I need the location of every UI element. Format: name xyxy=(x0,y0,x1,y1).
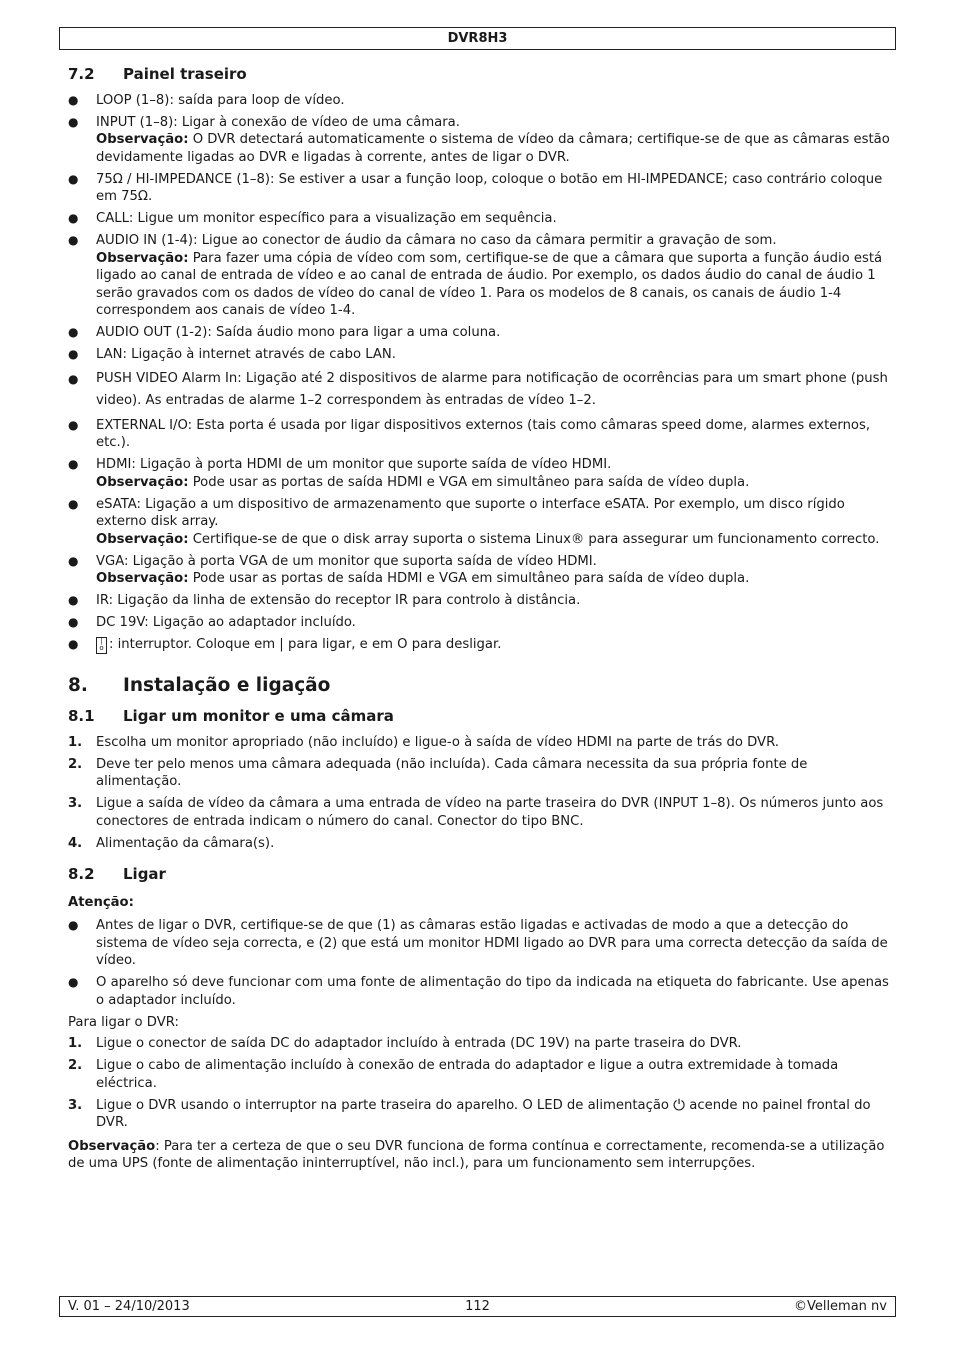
chapter-8-heading: 8. Instalação e ligação xyxy=(68,675,331,696)
list-item: ● Antes de ligar o DVR, certifique-se de que (1) as câmaras estão ligadas e activadas de modo a que a detecção do sistema de vídeo seja correcta, e (2) que está um monitor HDMI ligado ao DVR para uma correcta detecção da saída de vídeo. xyxy=(68,918,888,968)
power-led-icon: ⏻ xyxy=(673,1095,686,1114)
list-item: ● VGA: Ligação à porta VGA de um monitor que suporta saída de vídeo HDMI. Observação: Pode usar as portas de saída HDMI e VGA em simultâneo para saída de vídeo dupla. xyxy=(68,553,750,586)
note-label: Observação: xyxy=(96,531,189,547)
list-item: ● LOOP (1–8): saída para loop de vídeo. xyxy=(68,92,345,108)
footer-brand: ©Velleman nv xyxy=(793,1299,887,1314)
list-item: 2. Deve ter pelo menos uma câmara adequada (não incluída). Cada câmara necessita da sua própria fonte de alimentação. xyxy=(68,756,808,789)
header-title: DVR8H3 xyxy=(447,31,508,46)
attention-list xyxy=(68,917,890,1009)
list-item: ● AUDIO IN (1-4): Ligue ao conector de áudio da câmara no caso da câmara permitir a gravação de som. Observação: Para fazer uma cópia de vídeo com som, certifique-se de que a câmara que suporta a função áudio está ligado ao canal de entrada de vídeo e ao canal de entrada de áudio. Por exemplo, os dados áudio do canal de áudio 1 serão gravados com os dados de vídeo do canal de vídeo 1. Para os modelos de 8 canais, os canais de áudio 1-4 correspondem aos canais de vídeo 1-4. xyxy=(68,233,883,318)
list-item: 3. Ligue o DVR usando o interruptor na parte traseira do aparelho. O LED de alimentação ⏻ acende no painel frontal do DVR. xyxy=(68,1095,871,1130)
rear-panel-list xyxy=(68,92,890,655)
note-label: Observação: xyxy=(96,250,189,266)
section-8-1-heading: 8.1 Ligar um monitor e uma câmara xyxy=(68,707,394,725)
list-item: ● eSATA: Ligação a um dispositivo de armazenamento que suporte o interface eSATA. Por exemplo, um disco rígido externo disk array. Observação: Certifique-se de que o disk array suporta o sistema Linux® para assegurar um funcionamento correcto. xyxy=(68,496,880,547)
footer-version: V. 01 – 24/10/2013 xyxy=(68,1299,190,1314)
power-switch-icon: | o xyxy=(96,637,107,654)
list-item: ● EXTERNAL I/O: Esta porta é usada por ligar dispositivos externos (tais como câmaras speed dome, alarmes externos, etc.). xyxy=(68,417,871,450)
list-item: 1. Escolha um monitor apropriado (não incluído) e ligue-o à saída de vídeo HDMI na parte de trás do DVR. xyxy=(68,734,779,750)
power-intro: Para ligar o DVR: xyxy=(68,1014,179,1030)
section-8-2-heading: 8.2 Ligar xyxy=(68,865,166,883)
list-item: ● AUDIO OUT (1-2): Saída áudio mono para ligar a uma coluna. xyxy=(68,325,501,340)
page-header xyxy=(59,27,896,50)
list-item: ● CALL: Ligue um monitor específico para a visualização em sequência. xyxy=(68,211,557,226)
note-label: Observação: xyxy=(96,571,189,586)
page-content xyxy=(68,66,890,1177)
note-label: Observação xyxy=(68,1138,156,1154)
list-item: ● HDMI: Ligação à porta HDMI de um monitor que suporte saída de vídeo HDMI. Observação: Pode usar as portas de saída HDMI e VGA em simultâneo para saída de vídeo dupla. xyxy=(68,457,750,490)
list-item: ● LAN: Ligação à internet através de cabo LAN. xyxy=(68,347,396,362)
power-steps xyxy=(68,1035,890,1132)
list-item: 4. Alimentação da câmara(s). xyxy=(68,835,275,851)
note-label: Observação: xyxy=(96,474,189,490)
list-item: 3. Ligue a saída de vídeo da câmara a uma entrada de vídeo na parte traseira do DVR (INPUT 1–8). Os números junto aos conectores de entrada indicam o número do canal. Conector do tipo BNC. xyxy=(68,796,884,829)
page-footer xyxy=(59,1296,896,1317)
footer-page-number: 112 xyxy=(465,1299,490,1314)
list-item: ● | o : interruptor. Coloque em | para ligar, e em O para desligar. xyxy=(68,637,502,652)
list-item: 2. Ligue o cabo de alimentação incluído à conexão de entrada do adaptador e ligue a outra extremidade à tomada eléctrica. xyxy=(68,1058,839,1091)
list-item: ● O aparelho só deve funcionar com uma fonte de alimentação do tipo da indicada na etiqueta do fabricante. Use apenas o adaptador incluído. xyxy=(68,975,889,1008)
list-item: ● DC 19V: Ligação ao adaptador incluído. xyxy=(68,615,356,630)
list-item: ● 75Ω / HI-IMPEDANCE (1–8): Se estiver a usar a função loop, coloque o botão em HI-IMPEDANCE; caso contrário coloque em 75Ω. xyxy=(68,171,883,204)
final-note: Observação: Para ter a certeza de que o seu DVR funciona de forma contínua e correctamente, recomenda-se a utilização de uma UPS (fonte de alimentação ininterruptível, não incl.), para um funcionamento sem interrupções. xyxy=(68,1138,885,1171)
note-label: Observação: xyxy=(96,132,189,147)
list-item: ● PUSH VIDEO Alarm In: Ligação até 2 dispositivos de alarme para notificação de ocorrências para um smart phone (push video). As entradas de alarme 1–2 correspondem às entradas de vídeo 1–2. xyxy=(68,371,888,408)
section-7-2-heading: 7.2 Painel traseiro xyxy=(68,65,247,83)
list-item: ● INPUT (1–8): Ligar à conexão de vídeo de uma câmara. Observação: O DVR detectará automaticamente o sistema de vídeo da câmara; certifique-se de que as câmaras estão devidamente ligadas ao DVR e ligadas à corrente, antes de ligar o DVR. xyxy=(68,114,890,165)
list-item: ● IR: Ligação da linha de extensão do receptor IR para controlo à distância. xyxy=(68,593,581,608)
list-item: 1. Ligue o conector de saída DC do adaptador incluído à entrada (DC 19V) na parte traseira do DVR. xyxy=(68,1036,742,1051)
monitor-camera-steps xyxy=(68,734,890,853)
attention-label: Atenção: xyxy=(68,894,134,910)
